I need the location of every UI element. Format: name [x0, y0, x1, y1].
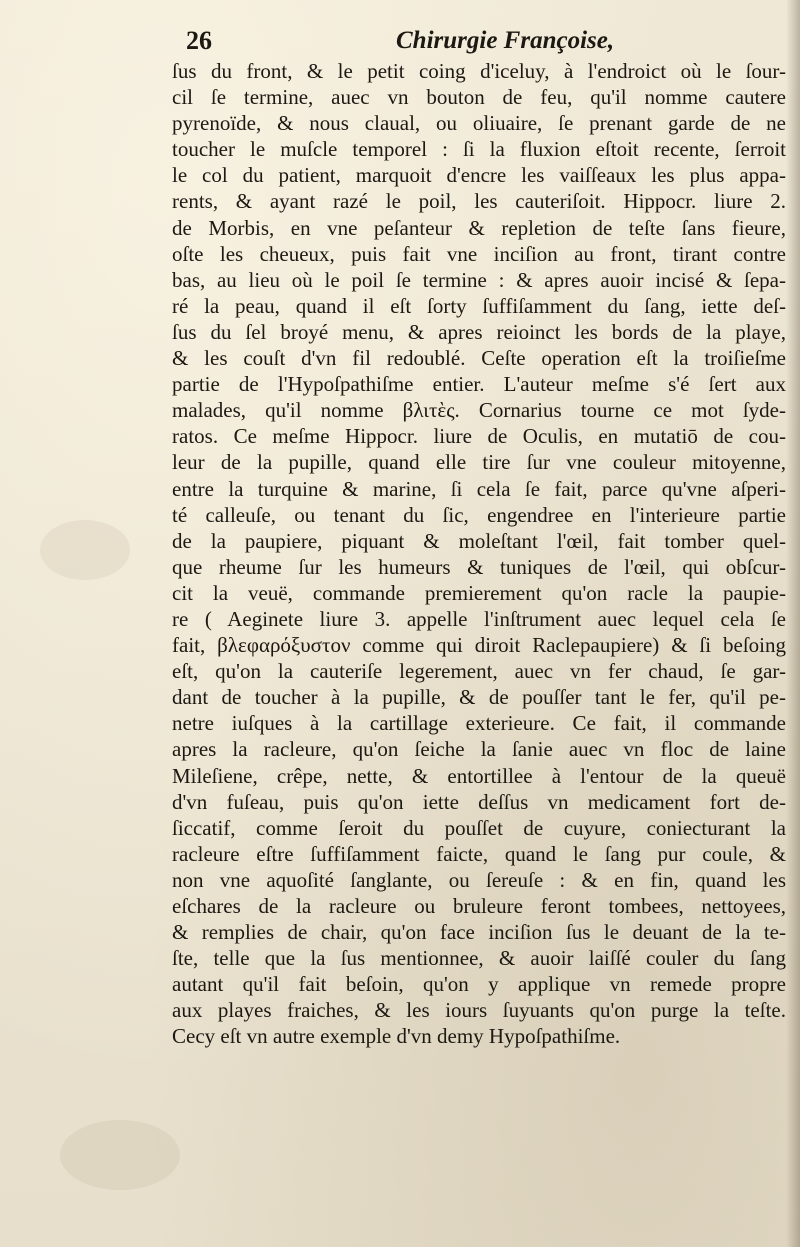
text-line: ré la peau, quand il eſt ſorty ſuffiſamment du ſang, iette deſ- [172, 293, 786, 318]
text-line: ſiccatif, comme ſeroit du pouſſet de cuyure, coniecturant la [172, 815, 786, 840]
page-edge-shadow [786, 0, 800, 1247]
text-line: de Morbis, en vne peſanteur & repletion de teſte ſans fieure, [172, 215, 786, 240]
text-line: & remplies de chair, qu'on face inciſion ſus le deuant de la te- [172, 920, 786, 945]
text-line: pyrenoïde, & nous claual, ou oliuaire, ſe prenant garde de ne [172, 111, 786, 136]
text-line: eſt, qu'on la cauteriſe legerement, auec vn fer chaud, ſe gar- [172, 659, 786, 684]
text-line: entre la turquine & marine, ſi cela ſe fait, parce qu'vne aſperi- [172, 476, 786, 501]
running-head [186, 24, 786, 58]
text-line: ſus du ſel broyé menu, & apres reioinct les bords de la playe, [172, 319, 786, 344]
text-line: Cecy eſt vn autre exemple d'vn demy Hypoſpathiſme. [172, 1024, 621, 1049]
text-line: partie de l'Hypoſpathiſme entier. L'auteur meſme s'é ſert aux [172, 372, 786, 397]
body-text [172, 58, 786, 1050]
text-line: apres la racleure, qu'on ſeiche la ſanie auec vn floc de laine [172, 737, 786, 762]
text-line: le col du patient, marquoit d'encre les vaiſſeaux les plus appa- [172, 163, 786, 188]
text-line: cil ſe termine, auec vn bouton de feu, qu'il nomme cautere [172, 85, 786, 110]
text-line: autant qu'il fait beſoin, qu'on y applique vn remede propre [172, 972, 786, 997]
text-line: dant de toucher à la pupille, & de pouſſer tant le fer, qu'il pe- [172, 685, 786, 710]
text-line: rents, & ayant razé le poil, les cauteriſoit. Hippocr. liure 2. [172, 189, 786, 214]
text-line: racleure eſtre ſuffiſamment faicte, quand le ſang pur coule, & [172, 841, 786, 866]
text-line: fait, βλεφαρόξυστον comme qui diroit Raclepaupiere) & ſi beſoing [172, 633, 786, 658]
paper-stain [60, 1120, 180, 1190]
text-line: non vne aquoſité ſanglante, ou ſereuſe : & en fin, quand les [172, 867, 786, 892]
page-number: 26 [186, 26, 212, 55]
text-line: eſchares de la racleure ou bruleure feront tombees, nettoyees, [172, 894, 786, 918]
text-line: de la paupiere, piquant & moleſtant l'œil, fait tomber quel- [172, 528, 786, 553]
text-line: aux playes fraiches, & les iours ſuyuants qu'on purge la teſte. [172, 998, 786, 1023]
text-line: d'vn fuſeau, puis qu'on iette deſſus vn medicament fort de- [172, 789, 786, 814]
text-line: bas, au lieu où le poil ſe termine : & apres auoir incisé & ſepa- [172, 267, 786, 292]
text-line: toucher le muſcle temporel : ſi la fluxion eſtoit recente, ſerroit [172, 137, 786, 162]
text-line: ſus du front, & le petit coing d'iceluy, à l'endroict où le ſour- [172, 59, 786, 83]
text-line: ratos. Ce meſme Hippocr. liure de Oculis, en mutatiō de cou- [172, 424, 786, 449]
text-line: que rheume ſur les humeurs & tuniques de l'œil, qui obſcur- [172, 554, 786, 579]
text-line: té calleuſe, ou tenant du ſic, engendree en l'interieure partie [172, 502, 786, 527]
text-line: re ( Aeginete liure 3. appelle l'inſtrument auec lequel cela ſe [172, 606, 786, 631]
text-line: oſte les cheueux, puis fait vne inciſion au front, tirant contre [172, 241, 786, 266]
paper-stain [40, 520, 130, 580]
text-line: malades, qu'il nomme βλιτὲς. Cornarius tourne ce mot ſyde- [172, 398, 786, 423]
running-title: Chirurgie Françoise, [396, 27, 615, 54]
text-line: ſte, telle que la ſus mentionnee, & auoir laiſſé couler du ſang [172, 946, 786, 971]
text-line: cit la veuë, commande premierement qu'on racle la paupie- [172, 580, 786, 605]
text-line: Mileſiene, crêpe, nette, & entortillee à l'entour de la queuë [172, 763, 786, 788]
text-line: netre iuſques à la cartillage exterieure. Ce fait, il commande [172, 711, 786, 736]
text-line: & les couſt d'vn fil redoublé. Ceſte operation eſt la troiſieſme [172, 346, 786, 371]
text-line: leur de la pupille, quand elle tire ſur vne couleur mitoyenne, [172, 450, 786, 475]
